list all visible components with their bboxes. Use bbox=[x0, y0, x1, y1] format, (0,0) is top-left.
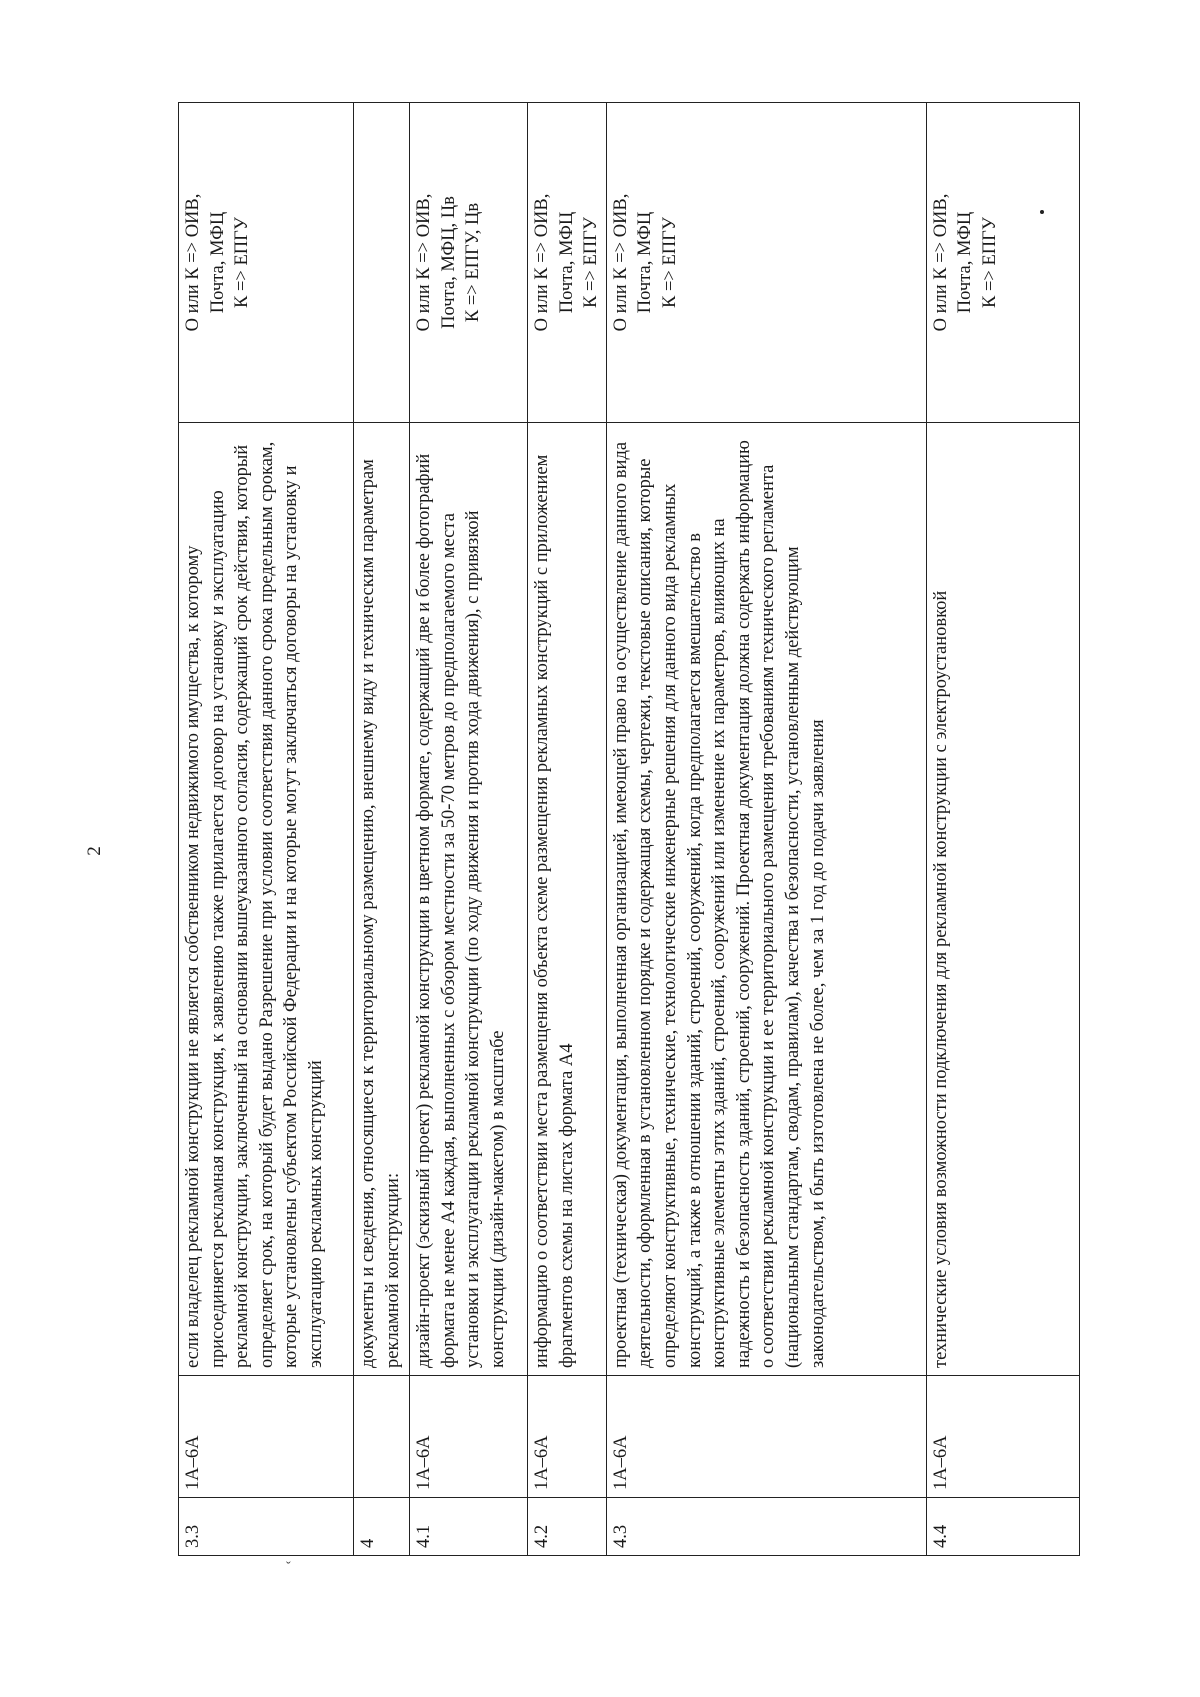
table-row bbox=[354, 103, 410, 1556]
route-line: О или К => ОИВ, bbox=[930, 193, 951, 332]
route-line: К => ЕПГУ, Цв bbox=[463, 202, 484, 323]
route-line: Почта, МФЦ bbox=[955, 211, 976, 314]
route-line: К => ЕПГУ bbox=[979, 217, 1000, 308]
row-description: информацию о соответствии места размещения объекта схеме размещения рекламных конструкций с приложением фрагментов схемы на листах формата А4 bbox=[528, 423, 607, 1376]
row-description: проектная (техническая) документация, выполненная организацией, имеющей право на осуществление данного вида деятельности, оформленная в установленном порядке и содержащая схемы, чертежи, текстовые описания, которые определяют конструктивные, технические, технологические инженерные решения для данного вида рекламных конструкций, а также в отношении зданий, строений, сооружений, когда предполагается вмешательство в конструктивные элементы этих зданий, строений, сооружений или изменение их параметров, влияющих на надежность и безопасность зданий, строений, сооружений. Проектная документация должна содержать информацию о соответствии рекламной конструкции и ее территориального размещения требованиям технического регламента (национальным стандартам, сводам, правилам), качества и безопасности, установленным действующим законодательством, и быть изготовлена не более, чем за 1 год до подачи заявления bbox=[606, 423, 926, 1376]
route-line: К => ЕПГУ bbox=[232, 217, 253, 308]
route-line: К => ЕПГУ bbox=[659, 217, 680, 308]
document-table-wrapper bbox=[178, 103, 1078, 1556]
row-route bbox=[354, 103, 410, 423]
table-row bbox=[179, 103, 354, 1556]
row-number: 3.3 bbox=[179, 1498, 354, 1556]
row-description: дизайн-проект (эскизный проект) рекламной конструкции в цветном формате, содержащий две и более фотографий формата не менее А4 каждая, выполненных с обзором местности за 50-70 метров до предполагаемого места установки и эксплуатации рекламной конструкции (по ходу движения и против хода движения), с привязкой конструкции (дизайн-макетом) в масштабе bbox=[410, 423, 528, 1376]
route-line: Почта, МФЦ bbox=[635, 211, 656, 314]
route-line: О или К => ОИВ, bbox=[414, 193, 434, 332]
row-code: 1А–6А bbox=[606, 1376, 926, 1498]
row-description: технические условия возможности подключения для рекламной конструкции с электроустановкой bbox=[926, 423, 1079, 1376]
route-line: О или К => ОИВ, bbox=[532, 193, 552, 332]
table-row bbox=[410, 103, 528, 1556]
route-line: Почта, МФЦ bbox=[556, 211, 577, 314]
row-code: 1А–6А bbox=[528, 1376, 607, 1498]
route-line: Почта, МФЦ bbox=[207, 211, 228, 314]
row-code: 1А–6А bbox=[410, 1376, 528, 1498]
route-line: О или К => ОИВ, bbox=[183, 193, 203, 332]
row-route bbox=[179, 103, 354, 423]
row-route bbox=[926, 103, 1079, 423]
table-row bbox=[528, 103, 607, 1556]
stray-mark: ˇ bbox=[286, 1560, 291, 1575]
row-number: 4.1 bbox=[410, 1498, 528, 1556]
row-number: 4.4 bbox=[926, 1498, 1079, 1556]
row-route bbox=[410, 103, 528, 423]
table-row bbox=[926, 103, 1079, 1556]
page-number: 2 bbox=[83, 846, 105, 856]
row-route bbox=[528, 103, 607, 423]
row-code: 1А–6А bbox=[926, 1376, 1079, 1498]
row-description: если владелец рекламной конструкции не является собственником недвижимого имущества, к которому присоединяется рекламная конструкция, к заявлению также прилагается договор на установку и эксплуатацию рекламной конструкции, заключенный на основании вышеуказанного согласия, содержащий срок действия, который определяет срок, на который будет выдано Разрешение при условии соответствия данного срока предельным срокам, которые установлены субъектом Российской Федерации и на которые могут заключаться договоры на установку и эксплуатацию рекламных конструкций bbox=[179, 423, 354, 1376]
row-code: 1А–6А bbox=[179, 1376, 354, 1498]
row-number: 4.3 bbox=[606, 1498, 926, 1556]
row-number: 4.2 bbox=[528, 1498, 607, 1556]
row-route bbox=[606, 103, 926, 423]
route-line: К => ЕПГУ bbox=[581, 217, 602, 308]
document-table bbox=[178, 102, 1080, 1556]
row-description: документы и сведения, относящиеся к территориальному размещению, внешнему виду и техническим параметрам рекламной конструкции: bbox=[354, 423, 410, 1376]
table-row bbox=[606, 103, 926, 1556]
route-line: О или К => ОИВ, bbox=[610, 193, 631, 332]
row-number: 4 bbox=[354, 1498, 410, 1556]
scan-dot-mark bbox=[1040, 210, 1044, 214]
row-code bbox=[354, 1376, 410, 1498]
route-line: Почта, МФЦ, Цв bbox=[438, 196, 459, 329]
